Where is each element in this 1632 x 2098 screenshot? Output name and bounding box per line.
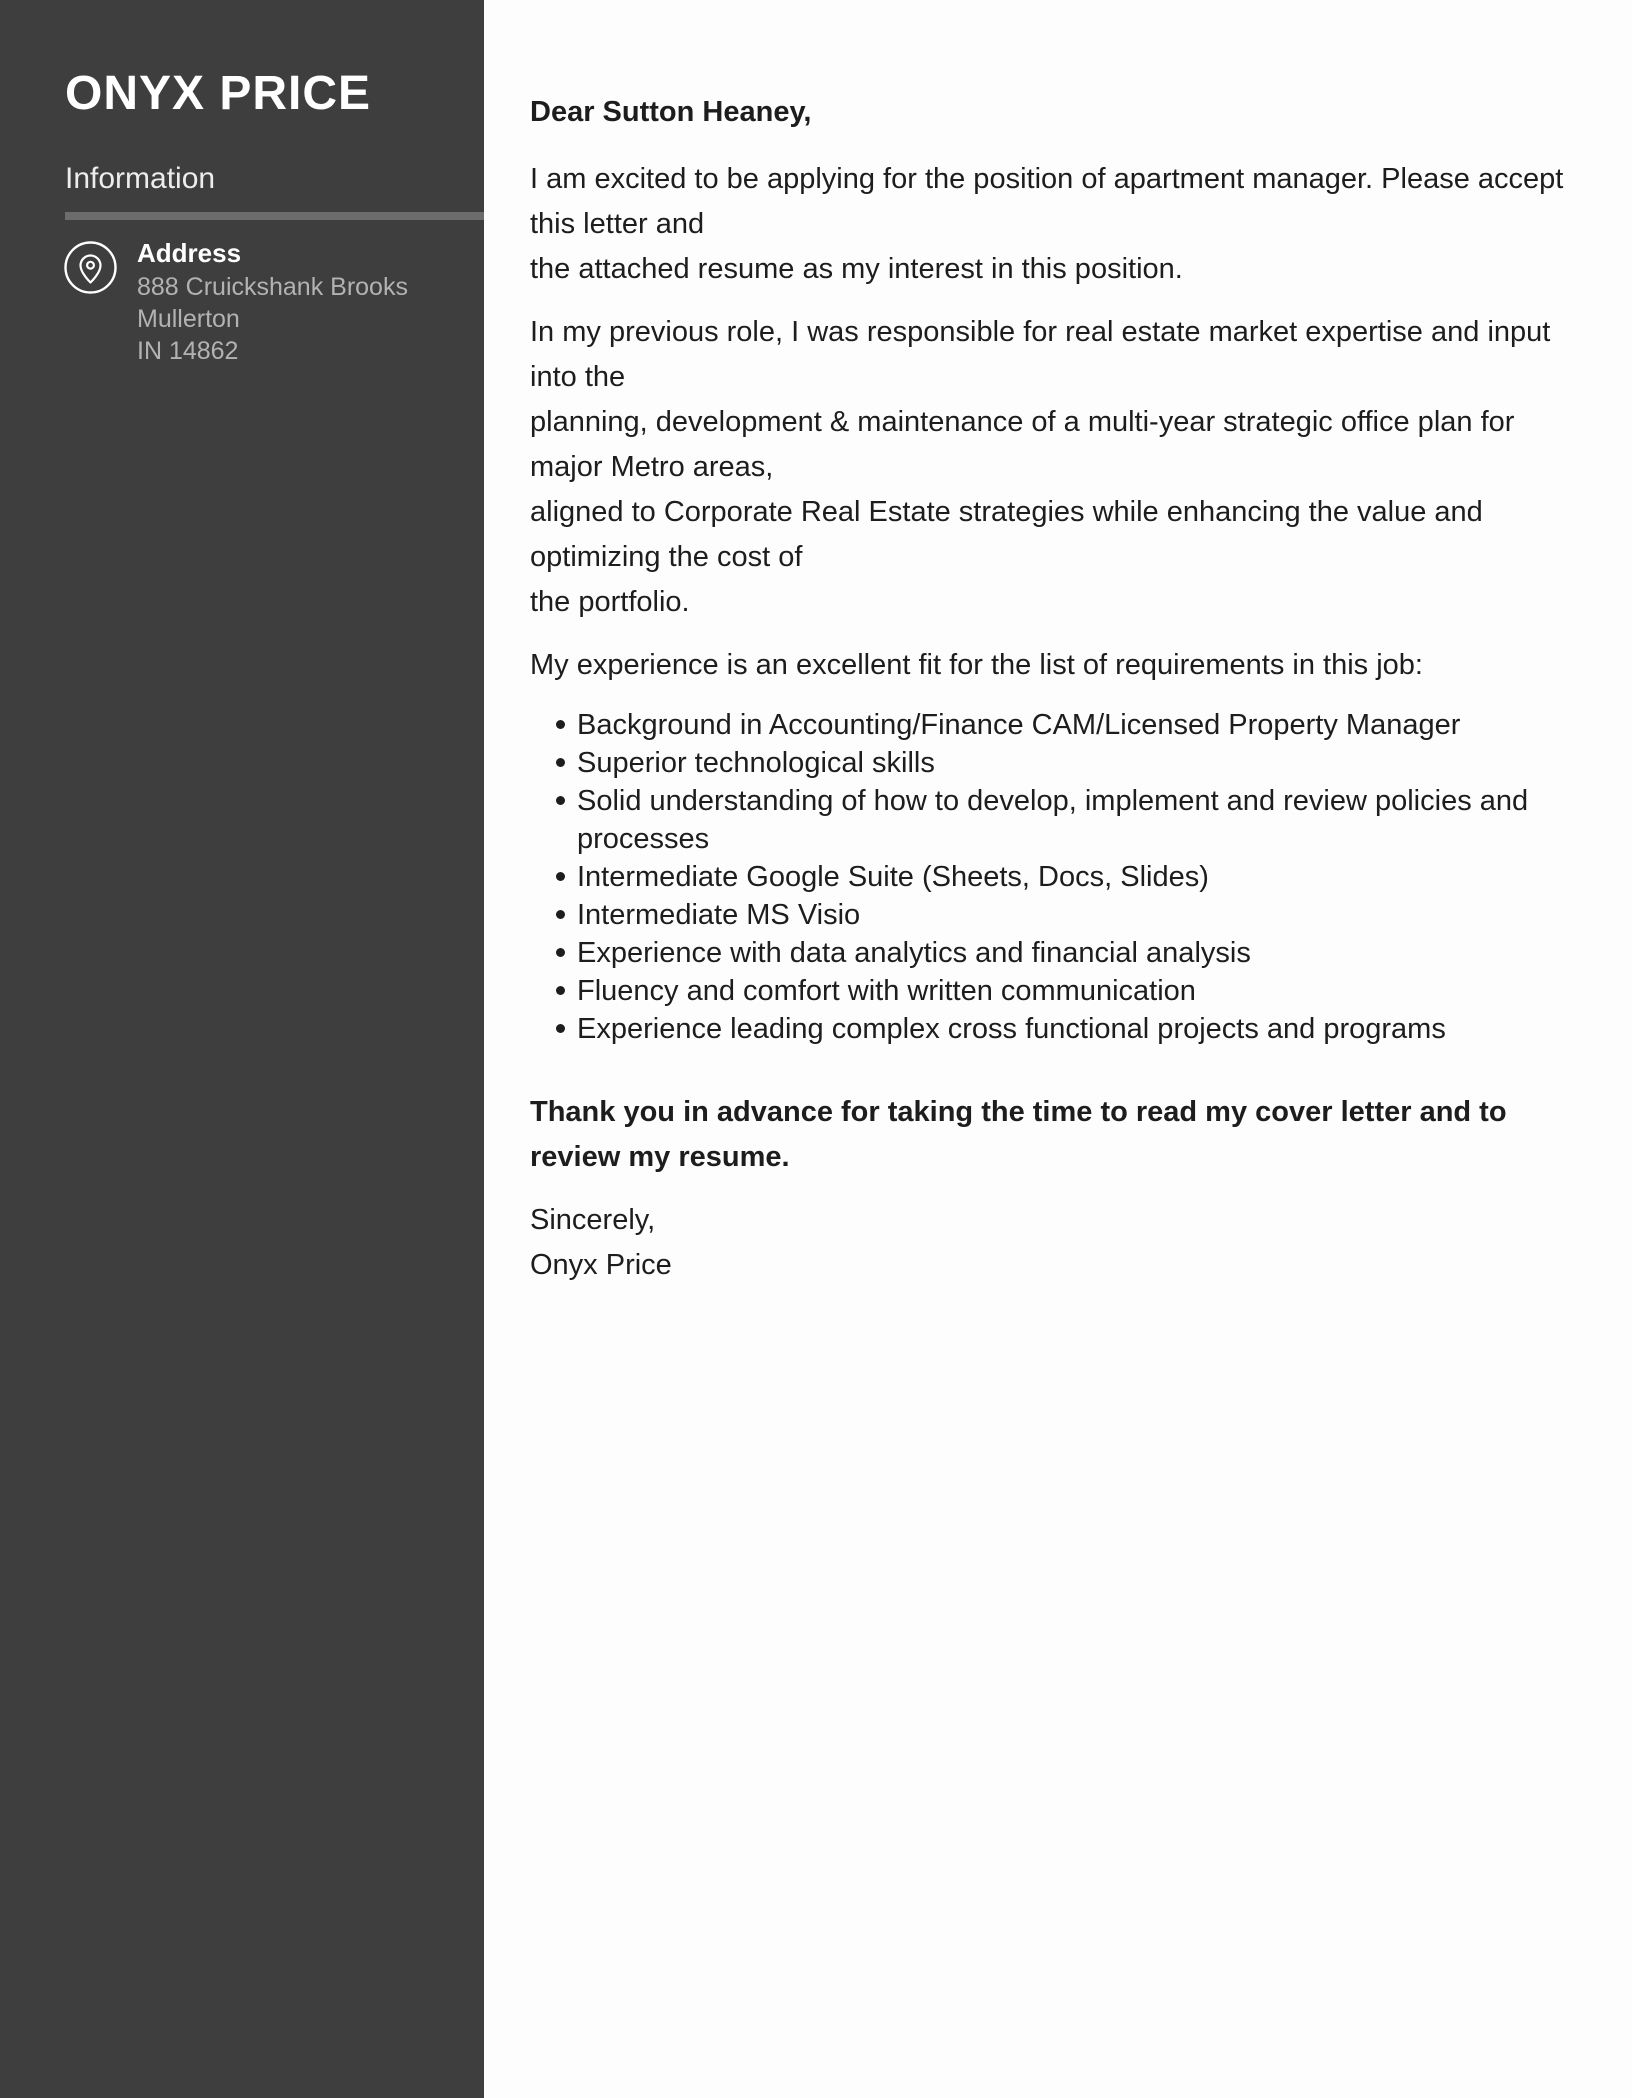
list-item: Intermediate MS Visio — [577, 896, 1575, 934]
list-item: Background in Accounting/Finance CAM/Licensed Property Manager — [577, 706, 1575, 744]
section-divider — [65, 212, 484, 220]
address-lines: 888 Cruickshank Brooks Mullerton IN 14862 — [137, 273, 408, 365]
list-item: Superior technological skills — [577, 744, 1575, 782]
address-block — [64, 238, 408, 367]
list-item: Fluency and comfort with written communication — [577, 972, 1575, 1010]
address-text — [137, 238, 408, 367]
list-item: Solid understanding of how to develop, implement and review policies and processes — [577, 782, 1575, 858]
list-item: Intermediate Google Suite (Sheets, Docs, Slides) — [577, 858, 1575, 896]
greeting: Dear Sutton Heaney, — [530, 96, 812, 128]
paragraph-experience-fit: My experience is an excellent fit for the list of requirements in this job: — [530, 649, 1423, 681]
paragraph-previous-role: In my previous role, I was responsible for real estate market expertise and input into the planning, development & maintenance of a multi-year strategic office plan for major Metro areas, aligned to Corporate Real Estate strategies while enhancing the value and optimizing the cost of the portfolio. — [530, 316, 1551, 618]
location-pin-icon — [64, 241, 117, 294]
address-label: Address — [137, 238, 242, 268]
requirements-list — [530, 706, 1575, 1048]
applicant-name: ONYX PRICE — [65, 67, 372, 120]
letter-body — [530, 90, 1575, 1306]
sidebar — [0, 0, 484, 2098]
signoff: Sincerely, Onyx Price — [530, 1204, 672, 1281]
paragraph-intro: I am excited to be applying for the position of apartment manager. Please accept this letter and the attached resume as my interest in this position. — [530, 163, 1564, 285]
closing-statement: Thank you in advance for taking the time to read my cover letter and to review my resume. — [530, 1096, 1507, 1173]
list-item: Experience leading complex cross functional projects and programs — [577, 1010, 1575, 1048]
sidebar-section-title: Information — [65, 162, 216, 195]
list-item: Experience with data analytics and financial analysis — [577, 934, 1575, 972]
